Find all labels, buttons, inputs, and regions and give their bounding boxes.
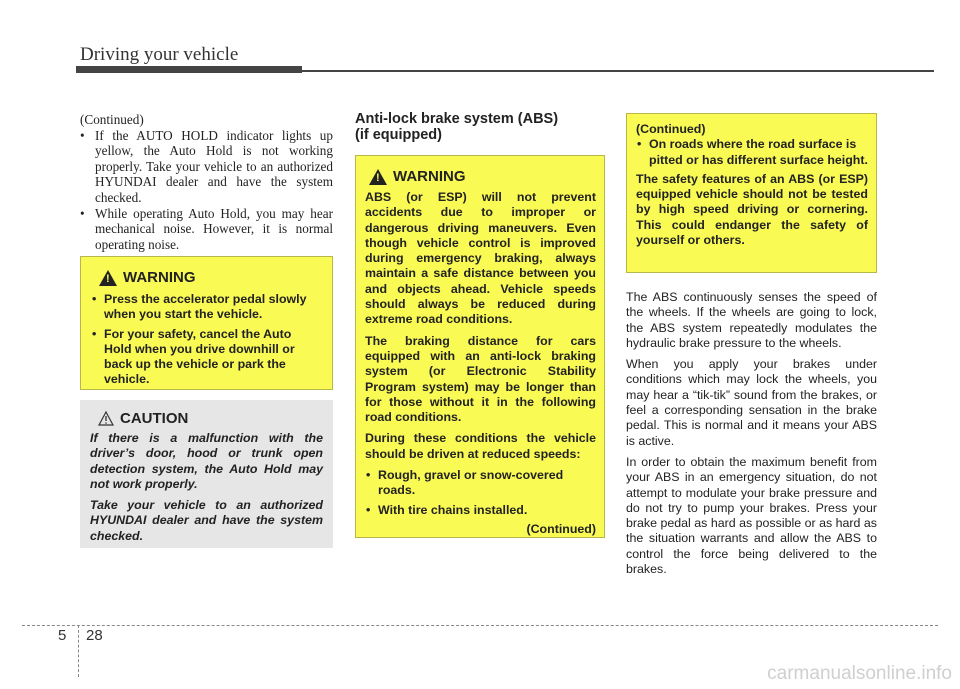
continued-label: (Continued) xyxy=(80,112,144,127)
abs-heading-line1: Anti-lock brake system (ABS) xyxy=(355,111,559,127)
abs-warning-box xyxy=(355,155,605,538)
list-item: • If the AUTO HOLD indicator lights up yellow, the Auto Hold is not working properly. Take your vehicle to an authorized HYUNDAI dealer and have the system checked. xyxy=(80,128,333,206)
warning-paragraph: The braking distance for cars equipped with an anti-lock braking system (or Electronic Stability Program system) may be longer than for those without it in the following road conditions. xyxy=(365,333,596,425)
continued-label: (Continued) xyxy=(636,122,706,136)
warning-title: WARNING xyxy=(123,269,196,286)
caution-paragraph: If there is a malfunction with the driver’s door, hood or trunk open detection system, the Auto Hold may not work properly. xyxy=(90,431,323,491)
warning-header xyxy=(99,269,322,286)
left-intro xyxy=(80,112,333,252)
warning-header xyxy=(369,168,596,185)
warning-paragraph: ABS (or ESP) will not prevent accidents due to improper or dangerous driving maneuvers. Even though vehicle control is improved during emergency braking, always maintain a safe distance between you and objects ahead. Vehicle speeds should always be reduced during extreme road conditions. xyxy=(365,190,596,327)
abs-heading xyxy=(355,111,605,143)
section-title: Driving your vehicle xyxy=(80,44,239,65)
caution-paragraph: Take your vehicle to an authorized HYUNDAI dealer and have the system checked. xyxy=(90,498,323,543)
warning-paragraph: During these conditions the vehicle should be driven at reduced speeds: xyxy=(365,431,596,461)
caution-header xyxy=(98,410,323,427)
body-paragraph: When you apply your brakes under conditions which may lock the wheels, you may hear a “tik-tik” sound from the brakes, or feel a corresponding sensation in the brake pedal. This is normal and it means your ABS is active. xyxy=(626,357,877,448)
caution-box xyxy=(80,400,333,548)
warning-title: WARNING xyxy=(393,168,466,185)
footer-divider xyxy=(78,625,79,677)
list-item: • Rough, gravel or snow-covered roads. xyxy=(365,468,596,499)
watermark: carmanualsonline.info xyxy=(767,663,952,684)
warning-icon xyxy=(369,169,387,185)
continued-label: (Continued) xyxy=(526,521,596,536)
auto-hold-warning-box xyxy=(80,256,333,390)
abs-description xyxy=(626,290,877,583)
list-item: • While operating Auto Hold, you may hear mechanical noise. However, it is normal operating noise. xyxy=(80,206,333,253)
body-paragraph: In order to obtain the maximum benefit from your ABS in an emergency situation, do not attempt to modulate your brake pressure and do not try to pump your brakes. Press your brake pedal as hard as possible or as hard as the situation warrants and allow the ABS to control the force being delivered to the brakes. xyxy=(626,454,877,577)
abs-warning-continued-box xyxy=(626,113,877,273)
warning-paragraph: The safety features of an ABS (or ESP) equipped vehicle should not be tested by high speed driving or cornering. This could endanger the safety of yourself or others. xyxy=(636,171,868,248)
warning-icon xyxy=(99,270,117,286)
chapter-number: 5 xyxy=(58,627,67,644)
page-number: 28 xyxy=(86,627,103,644)
abs-heading-line2: (if equipped) xyxy=(355,127,442,143)
list-item: • With tire chains installed. xyxy=(365,503,596,518)
list-item: • For your safety, cancel the Auto Hold when you drive downhill or back up the vehicle or park the vehicle. xyxy=(91,327,322,388)
body-paragraph: The ABS continuously senses the speed of the wheels. If the wheels are going to lock, the ABS system repeatedly modulates the hydraulic brake pressure to the wheels. xyxy=(626,290,877,350)
caution-title: CAUTION xyxy=(120,410,189,427)
list-item: • On roads where the road surface is pitted or has different surface height. xyxy=(636,137,868,168)
header-rule-bar xyxy=(76,66,302,73)
list-item: • Press the accelerator pedal slowly when you start the vehicle. xyxy=(91,292,322,323)
caution-icon xyxy=(98,411,114,426)
header-rule-line xyxy=(302,70,934,72)
footer-rule xyxy=(22,625,938,626)
